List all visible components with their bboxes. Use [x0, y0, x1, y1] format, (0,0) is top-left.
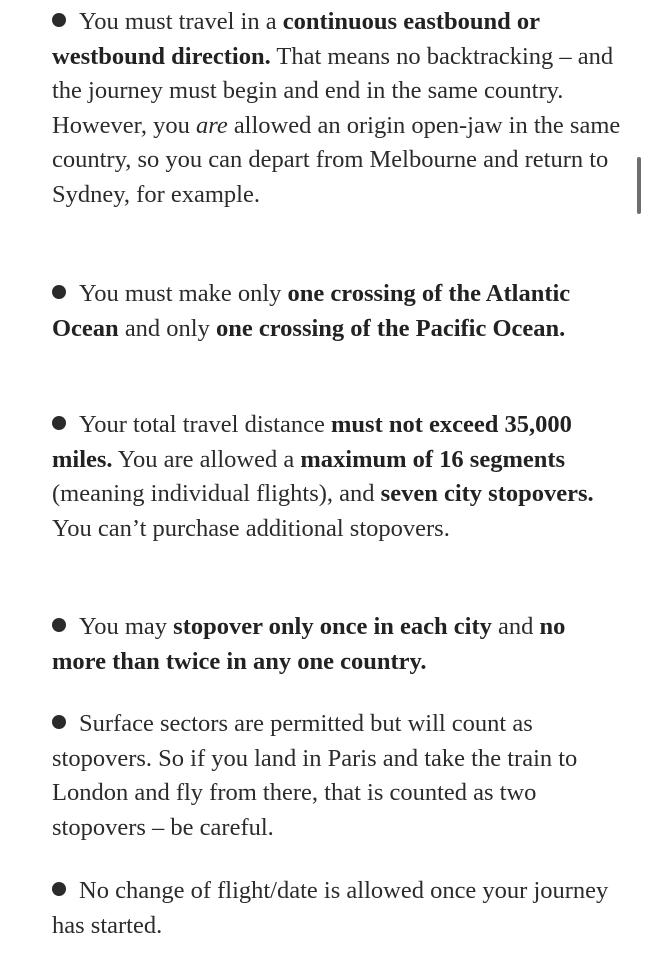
- bullet-icon: [52, 416, 66, 430]
- rule-emphasis: seven city stopovers.: [380, 480, 594, 508]
- rule-item: [52, 408, 622, 546]
- rule-emphasis: stopover only once in each city: [173, 613, 492, 640]
- rule-text: That means no backtracking – and the journey must begin and end in the same country. However, you: [52, 42, 614, 139]
- bullet-icon: [52, 882, 66, 896]
- rule-item: [52, 277, 622, 346]
- rule-text: allowed an origin open-jaw in the same country, so you can depart from Melbourne and return to Sydney, for example.: [52, 111, 621, 208]
- rule-text: and: [491, 613, 540, 640]
- rule-text: You are allowed a: [112, 445, 301, 473]
- rule-item: [52, 707, 622, 845]
- rule-emphasis: continuous eastbound or westbound direction.: [52, 8, 540, 70]
- rule-text: Your total travel distance: [79, 411, 331, 438]
- rule-item: [52, 5, 622, 213]
- scrollbar-thumb[interactable]: [637, 157, 641, 214]
- rule-emphasis: no more than twice in any one country.: [52, 613, 566, 675]
- rule-text: You can’t purchase additional stopovers.: [52, 514, 450, 542]
- bullet-icon: [52, 13, 66, 27]
- rule-text: No change of flight/date is allowed once your journey has started.: [52, 877, 609, 939]
- rule-text: You may: [79, 613, 174, 640]
- bullet-icon: [52, 618, 66, 632]
- rule-italic: are: [195, 111, 228, 139]
- rule-emphasis: one crossing of the Atlantic Ocean: [52, 280, 571, 342]
- bullet-icon: [52, 285, 66, 299]
- rule-emphasis: maximum of 16 segments: [300, 445, 566, 473]
- rule-item: [52, 610, 622, 679]
- rule-text: (meaning individual flights), and: [52, 480, 381, 508]
- bullet-icon: [52, 715, 66, 729]
- rule-emphasis: must not exceed 35,000 miles.: [52, 411, 572, 473]
- rule-emphasis: one crossing of the Pacific Ocean.: [216, 314, 566, 342]
- rule-text-0: You must travel in a: [79, 8, 283, 35]
- rule-text: Surface sectors are permitted but will count as stopovers. So if you land in Paris and take the train to London and fly from there, that is counted as two stopovers – be careful.: [52, 710, 578, 841]
- rule-text: You must make only: [79, 280, 288, 307]
- rule-item: [52, 874, 622, 943]
- rule-text: and only: [118, 314, 216, 342]
